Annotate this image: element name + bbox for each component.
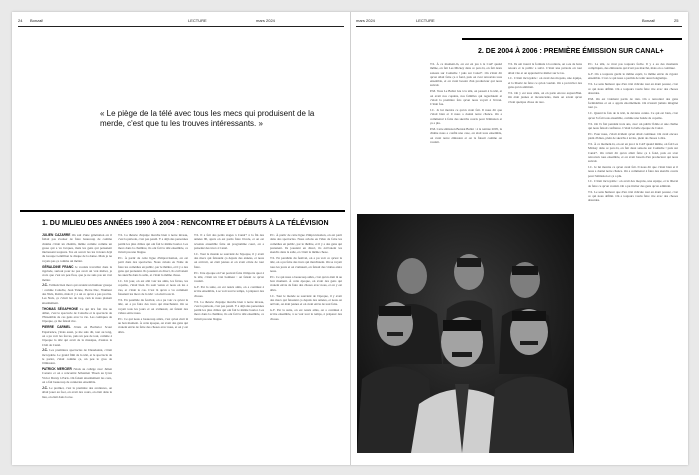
- right-column-2: [508, 62, 582, 210]
- interview-answer: PATRICK MERCIER J'étais au collège avec Julien Cazarre et on a rencontré Sébastien Thoen au lycée Victor Duruy à Paris. On faisait énormément les cons, on a fait beaucoup de conneries ensemble.: [42, 367, 112, 385]
- body-paragraph: T.S. On l'a fait pendant trois ans, avec un public fidèle et une chaîne qui nous faisait confiance. C'était la belle époque de Canal.: [588, 121, 678, 130]
- body-paragraph: T.S. La théorie d'équipe marche bien à notre niveau, c'est la période, c'est pas pareil. Y a déjà des personnes parmi les plus drôles qui ont fait le même boulot. Les mecs dans la chambre, ils ont fait la télé ensemble, ce n'était pas une blague.: [194, 299, 264, 321]
- section-2-title: 2. DE 2004 À 2006 : PREMIÈRE ÉMISSION SUR CANAL+: [478, 48, 664, 55]
- right-top-rule: [356, 26, 682, 27]
- body-paragraph: T.S. Il a fait des petits stages à Canal+ à la fin des années 90, après on est partis faire l'école, et on est revenus ensemble faire un programme court, on a présenté des trucs à Canal.: [194, 233, 264, 250]
- right-rubric: LECTURE: [416, 18, 435, 23]
- body-paragraph: G.F. Par la suite, on est restés amis, on a continué à écrire ensemble, à se voir tout le temps, à préparer des choses.: [270, 308, 342, 321]
- interview-answer: J.C. J'aimais bien mecs qui avaient un humour groupe : comme Coluche, Jean Yanne, Pierre Dac, l'humeur des Nuls, Robin, mais il y a un ce qu'on a pas pu être. Les Nuls, ça c'était les de trop, rien le nous plaisait énormément.: [42, 283, 112, 305]
- body-paragraph: P.C. Ce qui nous a beaucoup aidés, c'est qu'on était là au bon moment. À cette époque, on avait des gens qui avaient envie de faire des choses avec nous, et on y est allés.: [118, 316, 188, 334]
- group-photo-image: [357, 214, 574, 453]
- body-paragraph: J.C. Tout le monde se souvient de l'époque, il y avait des mecs qui faisaient ça depuis des années, et nous on arrivait, on était jeunes et on avait envie de tout faire.: [270, 293, 342, 307]
- left-top-rule: [18, 26, 344, 27]
- interview-answer: THOMAS SÉGAPHONE Ce qui m'a fait rire au début, c'est le spectacle de Coluche et le spectacle de l'Ensemble de ces gens avec la vie. Les comiques de l'époque, ça me faisait rire.: [42, 306, 112, 324]
- body-paragraph: T.S. À ce moment-là, on est en jeu à la CAP quand même, on fait Les Mickey dans ce parc-là, on fait deux saisons sur Comédie ! puis sur Canal+. On s'était dit qu'on allait faire ça à fond, puis on s'est retrouvés tous ensemble, et on avait besoin d'un producteur qui nous suivait.: [430, 62, 502, 88]
- body-paragraph: J.C. Je lui montre ce qu'on avait fait. Il nous dit que c'était bien et il nous a donné notre chance. On a commencé à faire des sketchs courts pour l'émission et ça a plu.: [588, 164, 678, 178]
- body-paragraph: T.S. Ils ont trouvé la formule à la rentrée, on a eu de bons retours et le public a suivi. C'était une période où tout allait vite et on apprenait le métier sur le tas.: [508, 62, 582, 75]
- interview-answer: J.C. Les premières spectacles de Dieudonné, c'était incroyable. Le grand film de la télé, et le spectacle de le parler, c'était comme ça, un peu le gros de l'émission.: [42, 348, 112, 366]
- body-paragraph: J.C. Un jour, on est allé voir les amis, les frères, les copains, c'était bien. Ils sont venus et nous on les a vus, et c'était le cas. C'est là qu'on a vu comment faisaient les mecs de la télé : on était tous là.: [118, 279, 188, 297]
- right-issue: mars 2024: [356, 18, 375, 23]
- body-paragraph: T.S. Le sens humour que d'un côté ridicule tout en étant poussé, c'est ce qui nous définit. On a toujours voulu faire rire avec des choses absurdes.: [588, 189, 678, 203]
- left-brand: Bonzai!: [30, 18, 44, 23]
- interview-column-4: [270, 233, 342, 457]
- body-paragraph: P.M. Vous Le Ballot Jeu à la télé, on passait à la télé, et on avait nos copains, nos familles qui regardaient et c'était la première fois qu'on nous voyait à l'écran. C'était fou.: [430, 89, 502, 107]
- body-paragraph: J.C. C'était incroyable : on avait des moyens, une équipe, et la liberté de faire ce qu'on voulait. On a pu inviter des gens qu'on admirait.: [508, 76, 582, 90]
- body-paragraph: P.C. Une époque où l'on pouvait faire n'importe quoi à la télé, c'était un vrai bonheur : on faisait ce qu'on voulait.: [194, 270, 264, 284]
- body-paragraph: J.C. Quand tu fais de la télé, tu deviens connu. Ce qui est bien, c'est qu'on l'a fait tous ensemble, comme une bande de copains.: [588, 111, 678, 120]
- spread-gutter: [350, 12, 351, 465]
- body-paragraph: P.C. À partir de cette ligue d'improvisation, on est parti dans des spectacles. Nous avions eu l'idée de faire les comédies en public, par le théâtre, et il y a des gens qui prenaient. Ils jouaient en direct, ils écrivaient les sketchs dans la salle, et c'était la même chose.: [118, 256, 188, 278]
- body-paragraph: P.M. On est vraiment partis de rien. On a rencontré des gens formidables et on a appris énormément. On n'aurait jamais imaginé tout ça.: [588, 96, 678, 110]
- interview-answer: J.C. Le premier, c'est la première des aventures, on allait jouer au foot, on avait des cours, on était dans le lieu, on était dans la rue.: [42, 385, 112, 399]
- interview-answer: JULIEN CAZARRE On sait d'une génération où il fallait pas évoluer de faire beaucoup de comme cinéma c'était un chemin, même comme comme un gosse qui a vu Jacques, mais les gens qui pensaient intéressant toujours. Tes en savoir les les travaux déjà du Groupe Lentillion le disque de la danse. Mais je ne voyais pas ça comme un métier.: [42, 233, 112, 263]
- magazine-spread: [12, 12, 688, 465]
- body-paragraph: T.S. La théorie d'équipe marche bien à notre niveau, c'est la période, c'est pas pareil. Y a déjà des personnes parmi les plus drôles qui ont fait le même boulot. Les mecs dans la chambre, ils ont fait la télé ensemble, ce n'était pas une blague.: [118, 233, 188, 255]
- body-paragraph: P.C. La télé, ce n'est pas toujours facile. Il y a eu des moments compliqués, des émissions qui n'ont pas marché, mais on a continué.: [588, 62, 678, 71]
- body-paragraph: T.S. À ce moment-là, on est en jeu à la CAP quand même, on fait Les Mickey dans ce parc-là, on fait deux saisons sur Comédie ! puis sur Canal+. On s'était dit qu'on allait faire ça à fond, puis on s'est retrouvés tous ensemble, et on avait besoin d'un producteur qui nous suivait.: [588, 141, 678, 164]
- body-paragraph: T.S. En parallèle du festival, on a pu voir ce qu'est la télé, on a pu faire des trucs qui marchaient. On se voyait tous les jours et on s'amusait, on faisait des vidéos entre nous.: [270, 256, 342, 273]
- section-1-rule: [20, 210, 345, 212]
- right-column-1: [430, 62, 502, 210]
- body-paragraph: J.C. Tout le monde se souvient de l'époque, il y avait des mecs qui faisaient ça depuis des années, et nous on arrivait, on était jeunes et on avait envie de tout faire.: [194, 251, 264, 269]
- interview-answer: GÉRALDINE FRANC Je voulais travailler dans la rigolade, surtout pour ne pas avoir un vrai métier, je crois que c'est un peu flou, que je ne suis pas un vrai métier.: [42, 264, 112, 282]
- right-folio: [356, 17, 682, 25]
- pull-quote: « Le piège de la télé avec tous les mecs qui produisent de la merde, c'est que tu les trouves intéressants. »: [100, 109, 315, 128]
- section-2-rule: [462, 38, 682, 40]
- body-paragraph: T.S. Le sens humour que d'un côté ridicule tout en étant poussé, c'est ce qui nous définit. On a toujours voulu faire rire avec des choses absurdes.: [588, 82, 678, 95]
- interview-column-1: [42, 233, 112, 457]
- body-paragraph: T.S. On y est tous allés, on en parle encore aujourd'hui. On était jeunes et inconscients, mais on savait qu'on vivait quelque chose de rare.: [508, 90, 582, 104]
- right-column-3: [588, 62, 678, 452]
- interview-answer: PIERRE CARMEL J'étais en Bachelor Scout Expérience, j'étais aussi, je me suis dit, tout au long, on a pu voir les forces, puis un peu de tout, comme à l'époque la télé qui avait de la musique, d'autres le Club de Canal.: [42, 325, 112, 347]
- interview-column-3: [194, 233, 264, 457]
- right-page-number: 25: [674, 18, 679, 23]
- body-paragraph: P.C. À partir de cette ligue d'improvisation, on est parti dans des spectacles. Nous avions eu l'idée de faire les comédies en public, par le théâtre, et il y a des gens qui prenaient. Ils jouaient en direct, ils écrivaient les sketchs dans la salle, et c'était la même chose.: [270, 233, 342, 255]
- left-page-number: 24: [18, 18, 23, 23]
- left-issue: mars 2024: [256, 18, 275, 23]
- right-brand: Bonzai!: [642, 18, 656, 23]
- body-paragraph: J.C. C'était incroyable : on avait des moyens, une équipe, et la liberté de faire ce qu'on voulait. On a pu inviter des gens qu'on admirait.: [588, 179, 678, 188]
- body-paragraph: G.F. Par la suite, on est restés amis, on a continué à écrire ensemble, à se voir tout le temps, à préparer des choses.: [194, 285, 264, 298]
- section-1-title: 1. DU MILIEU DES ANNÉES 1990 À 2004 : RENCONTRE ET DÉBUTS À LA TÉLÉVISION: [42, 220, 329, 227]
- group-photo: [357, 214, 574, 453]
- body-paragraph: P.C. Pour nous, c'était évident qu'on allait continuer. On avait encore plein d'idées, plein de sketchs à écrire, plein de choses à dire.: [588, 131, 678, 141]
- body-paragraph: T.S. En parallèle du festival, on a pu voir ce qu'est la télé, on a pu faire des trucs qui marchaient. On se voyait tous les jours et on s'amusait, on faisait des vidéos entre nous.: [118, 297, 188, 315]
- interview-column-2: [118, 233, 188, 457]
- left-folio: [18, 17, 344, 25]
- left-rubric: LECTURE: [188, 18, 207, 23]
- body-paragraph: P.M. Cette émission Bonzai Ballot : à la rentrée 2005, la chaîne nous a confié une case, on était tous ensemble, on avait notre émission et on la faisait comme on voulait.: [430, 126, 502, 144]
- body-paragraph: G.F. On a toujours gardé le même esprit, la même envie de rigoler ensemble. C'est ce qui nous a permis de tenir aussi longtemps.: [588, 72, 678, 81]
- body-paragraph: J.C. Je lui montre ce qu'on avait fait. Il nous dit que c'était bien et il nous a donné notre chance. On a commencé à faire des sketchs courts pour l'émission et ça a plu.: [430, 108, 502, 126]
- body-paragraph: P.C. Ce qui nous a beaucoup aidés, c'est qu'on était là au bon moment. À cette époque, on avait des gens qui avaient envie de faire des choses avec nous, et on y est allés.: [270, 274, 342, 292]
